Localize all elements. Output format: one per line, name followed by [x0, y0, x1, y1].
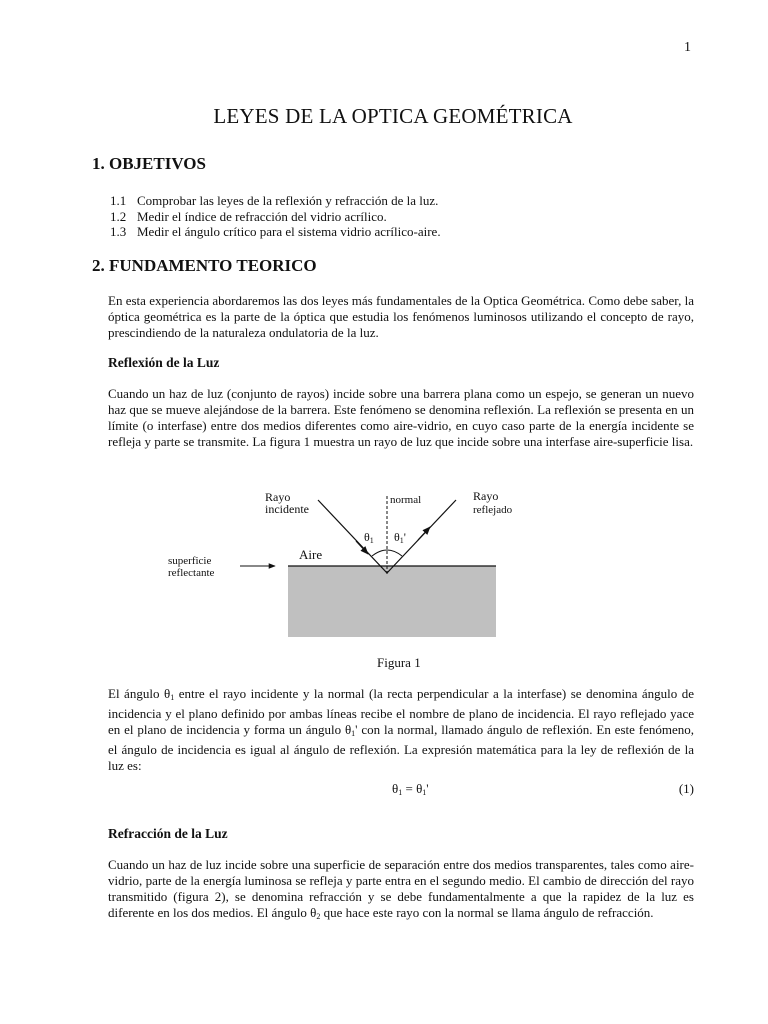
label-reflected: reflejado — [473, 504, 513, 516]
label-air: Aire — [299, 547, 323, 562]
page-number: 1 — [684, 40, 691, 55]
reflection-equation: $\theta_1 = \theta_1'$ — [392, 781, 429, 797]
label-incident: incidente — [265, 502, 309, 516]
incident-ray — [318, 500, 387, 573]
label-theta1: θ1 — [364, 530, 374, 545]
reflection-paragraph: Cuando un haz de luz (conjunto de rayos) incide sobre una barrera plana como un espejo, se generan un nuevo haz que se mueve alejándose de la barrera. Este fenómeno se denomina reflexión. La reflexión se presenta en un límite (o interfase) entre dos medios diferentes como aire-vidrio, en cuyo caso parte de la energía incidente se refleja y parte se transmite. La figura 1 muestra un rayo de luz que incide sobre una interfase aire-superficie lisa. — [108, 386, 694, 449]
label-surface: reflectante — [168, 567, 215, 579]
label-normal: normal — [390, 494, 422, 506]
objective-text: Comprobar las leyes de la reflexión y refracción de la luz. — [137, 193, 439, 208]
label-incident: Rayo — [265, 490, 291, 504]
refraction-paragraph: Cuando un haz de luz incide sobre una superficie de separación entre dos medios transparentes, tales como aire-vidrio, parte de la energía luminosa se refleja y parte entra en el segundo medio. El cambio de dirección del rayo transmitido (figura 2), se denomina refracción y se debe fundamentalmente a que la rapidez de la luz es diferente en los dos medios. El ángulo $\theta_2$ que hace este rayo con la normal se llama ángulo de refracción. — [108, 857, 694, 921]
objective-number: 1.2 — [110, 209, 127, 224]
reflection-heading: Reflexión de la Luz — [108, 355, 220, 370]
reflected-arrow — [418, 527, 430, 540]
figure-1-reflection-diagram — [160, 486, 520, 676]
objectives-heading: 1. OBJETIVOS — [92, 154, 206, 173]
reflection-angle-paragraph: El ángulo $\theta_1$ entre el rayo incidente y la normal (la recta perpendicular a la interfase) se denomina ángulo de incidencia y el plano definido por ambas líneas recibe el nombre de plano de incidencia. El rayo reflejado yace en el plano de incidencia y forma un ángulo $\theta_1'$ con la normal, llamado ángulo de reflexión. En este fenómeno, el ángulo de incidencia es igual al ángulo de reflexión. La expresión matemática para la ley de reflexión de la luz es: — [108, 686, 694, 773]
theory-heading: 2. FUNDAMENTO TEORICO — [92, 256, 317, 275]
objective-item — [110, 209, 387, 225]
reflecting-medium — [288, 566, 496, 637]
objective-item — [110, 193, 438, 209]
refraction-heading: Refracción de la Luz — [108, 826, 228, 841]
objective-item — [110, 224, 441, 240]
label-surface: superficie — [168, 555, 212, 567]
objective-number: 1.1 — [110, 193, 127, 208]
theory-intro: En esta experiencia abordaremos las dos leyes más fundamentales de la Optica Geométrica. Como debe saber, la óptica geométrica es la parte de la óptica que estudia los fenómenos luminosos utilizando el concepto de rayo, prescindiendo de la naturaleza ondulatoria de la luz. — [108, 293, 694, 340]
figure-caption: Figura 1 — [377, 655, 421, 670]
label-reflected: Rayo — [473, 489, 499, 503]
objective-number: 1.3 — [110, 224, 127, 239]
page-title: LEYES DE LA OPTICA GEOMÉTRICA — [213, 104, 573, 128]
label-theta1-prime: θ1' — [394, 530, 406, 545]
objective-text: Medir el ángulo crítico para el sistema vidrio acrílico-aire. — [137, 224, 441, 239]
objective-text: Medir el índice de refracción del vidrio acrílico. — [137, 209, 387, 224]
equation-number: (1) — [678, 781, 694, 796]
